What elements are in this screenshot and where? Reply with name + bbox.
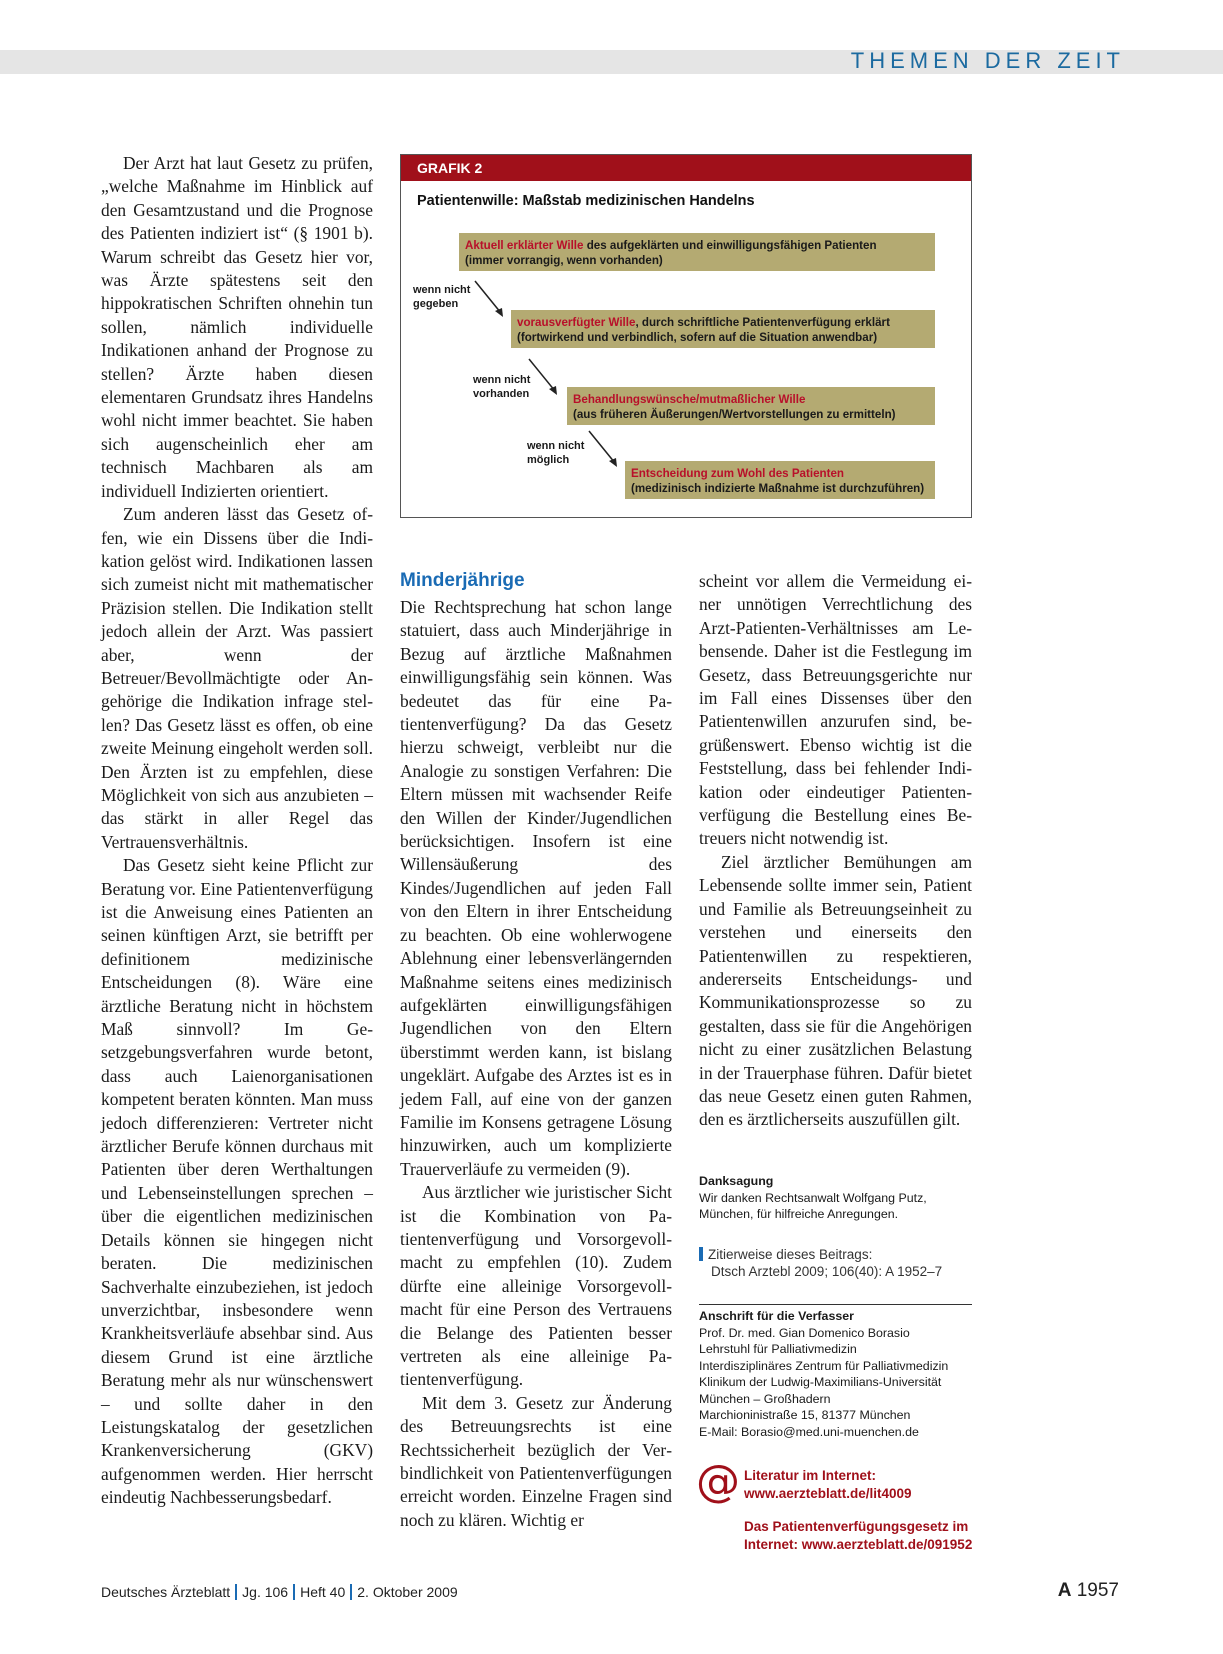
footer <box>101 1584 458 1600</box>
acknowledgement <box>699 1173 972 1223</box>
box-2-text: , durch schriftliche Patientenverfügung erklärt <box>635 316 890 329</box>
law-url[interactable]: Internet: www.aerzteblatt.de/091952 <box>744 1537 973 1552</box>
figure-box-2 <box>511 310 935 348</box>
paragraph: Das Gesetz sieht keine Pflicht zur Beratung vor. Eine Patientenverfügung ist die Anweisung eines Patienten an seinen künftigen Arzt, sie betrifft per definitionem medizinische Entscheidungen (8). Wäre eine ärztliche Beratung nicht in höchstem Maß sinnvoll? Im Gesetzgebungsverfahren wurde betont, dass auch Laienorganisationen kompetent beraten könnten. Man muss jedoch differenzieren: Vertreter nicht ärztlicher Berufe können durchaus mit Patienten über deren Werthaltungen und Lebenseinstellungen sprechen – über die eigentlichen medizinischen Details können sie hingegen nicht beraten. Die medizinischen Sachverhalte einzubeziehen, ist jedoch unverzichtbar, insbesondere wenn Krankheitsverläufe absehbar sind. Aus diesem Grund ist eine ärztliche Beratung mehr als nur wünschenswert – und sollte daher in den Leistungskatalog der gesetzlichen Krankenversicherung (GKV) aufgenommen werden. Hier herrscht eindeutig Nachbesserungsbedarf. <box>101 855 373 1508</box>
box-1-line2: (immer vorrangig, wenn vorhanden) <box>465 254 663 267</box>
acknowledgement-line: Wir danken Rechtsanwalt Wolfgang Putz, <box>699 1190 927 1205</box>
citation <box>699 1246 972 1280</box>
law-label: Das Patientenverfügungsgesetz im <box>744 1519 969 1534</box>
paragraph: scheint vor allem die Vermeidung einer unnötigen Verrechtlichung des Arzt-Patienten-Verhältnisses am Lebensende. Daher ist die Festlegung im Gesetz, dass Betreuungsgerichte nur im Fall eines Dissenses über den Patientenwillen anzurufen sind, begrüßenswert. Ebenso wichtig ist die Feststellung, dass bei fehlender Indikation oder eindeutiger Patientenverfügung die Bestellung eines Betreuers nicht notwendig ist. <box>699 571 972 849</box>
column-3 <box>699 570 972 1132</box>
figure-box-1 <box>459 233 935 271</box>
address-line: Interdisziplinäres Zentrum für Palliativmedizin <box>699 1358 949 1373</box>
law-link[interactable] <box>744 1518 972 1554</box>
figure-grafik-2 <box>400 154 972 518</box>
divider <box>699 1304 972 1305</box>
paragraph: Mit dem 3. Gesetz zur Änderung des Betreuungsrechts ist eine Rechtssicherheit bezüglich der Verbindlichkeit von Patientenverfügungen erreicht worden. Einzelne Fragen sind noch zu klären. Wichtig er <box>400 1392 672 1530</box>
address-line: Marchioninistraße 15, 81377 München <box>699 1408 911 1422</box>
citation-reference: Dtsch Arztebl 2009; 106(40): A 1952–7 <box>711 1264 943 1279</box>
box-1-text: des aufgeklärten und einwilligungsfähigen Patienten <box>583 239 877 252</box>
separator <box>235 1584 237 1600</box>
figure-box-4 <box>625 461 935 499</box>
date: 2. Oktober 2009 <box>357 1584 458 1600</box>
figure-note-2: wenn nicht vorhanden <box>473 374 531 400</box>
box-3-line2: (aus früheren Äußerungen/Wertvorstellungen zu ermitteln) <box>573 408 896 421</box>
column-2 <box>400 596 672 1532</box>
address-line: München – Großhadern <box>699 1391 831 1406</box>
arrow-icon <box>587 429 621 469</box>
address-line: Prof. Dr. med. Gian Domenico Borasio <box>699 1325 910 1340</box>
separator <box>350 1584 352 1600</box>
citation-label: Zitierweise dieses Beitrags: <box>708 1247 873 1262</box>
page-number <box>1058 1580 1119 1602</box>
citation-bar <box>699 1247 703 1261</box>
section-heading: Minderjährige <box>400 570 525 591</box>
box-1-highlight: Aktuell erklärter Wille <box>465 239 584 252</box>
paragraph: Ziel ärztlicher Bemühungen am Lebensende sollte immer sein, Patient und Familie als Betreuungseinheit zu verstehen und einerseits den Patientenwillen zu respektieren, andererseits Entscheidungs- und Kommunikationsprozesse so zu gestalten, dass sie für die Angehörigen nicht zu einer zusätzlichen Belastung in der Trauerphase führen. Dafür bietet das neue Gesetz einen guten Rahmen, den es ärztlicherseits auszufüllen gilt. <box>699 851 972 1130</box>
acknowledgement-line: München, für hilfreiche Anregungen. <box>699 1207 899 1221</box>
literature-url[interactable]: www.aerzteblatt.de/lit4009 <box>744 1486 912 1501</box>
paragraph: Zum anderen lässt das Gesetz offen, wie ein Dissens über die Indikation gelöst wird. Indikationen lassen sich zumeist nicht mit mathematischer Präzision stellen. Die Indikation stellt jedoch allein der Arzt. Was passiert aber, wenn der Betreuer/Bevollmächtigte oder Angehörige die Indikation infrage stellen? Das Gesetz lässt es offen, ob eine zweite Meinung eingeholt werden soll. Den Ärzten ist zu empfehlen, diese Möglichkeit von sich aus anzubieten – das stärkt in aller Regel das Vertrauensverhältnis. <box>101 504 373 852</box>
address-line: Lehrstuhl für Palliativmedizin <box>699 1342 857 1356</box>
paragraph: Der Arzt hat laut Gesetz zu prüfen, „welche Maßnahme im Hinblick auf den Gesamtzustand und die Prognose des Patienten indiziert ist“ (§ 1901 b). Warum schreibt das Gesetz hier vor, was Ärzte spätestens seit den hippokratischen Schriften ohnehin tun sollen, nämlich individuelle Indikationen anhand der Prognose zu stellen? Ärzte haben diesen elementaren Grundsatz ihres Handelns wohl nicht immer beachtet. Sie haben sich augenscheinlich eher am technisch Machbaren als am individuell Indizierten orientiert. <box>101 153 373 501</box>
page-prefix: A <box>1057 1580 1072 1601</box>
figure-note-3: wenn nicht möglich <box>527 440 585 466</box>
issue: Heft 40 <box>300 1584 346 1600</box>
figure-label: GRAFIK 2 <box>401 155 971 181</box>
author-address <box>699 1308 972 1440</box>
literature-label: Literatur im Internet: <box>744 1468 877 1483</box>
section-title: THEMEN DER ZEIT <box>850 48 1125 73</box>
journal-name: Deutsches Ärzteblatt <box>101 1584 231 1600</box>
box-4-line2: (medizinisch indizierte Maßnahme ist durchzuführen) <box>631 482 925 495</box>
paragraph: Aus ärztlicher wie juristischer Sicht ist die Kombination von Patientenverfügung und Vorsorgevollmacht zu empfehlen (10). Zudem dürfte eine alleinige Vorsorgevollmacht für eine Person des Vertrauens die Belange des Patienten besser vertreten als eine alleinige Patientenverfügung. <box>400 1182 672 1390</box>
arrow-icon <box>527 357 561 397</box>
address-label: Anschrift für die Verfasser <box>699 1309 854 1323</box>
column-1 <box>101 152 373 1510</box>
address-line: E-Mail: Borasio@med.uni-muenchen.de <box>699 1424 919 1439</box>
figure-note-1: wenn nicht gegeben <box>413 284 471 310</box>
at-sign-icon: @ <box>696 1456 740 1507</box>
page-number-value: 1957 <box>1076 1580 1119 1601</box>
figure-subtitle: Patientenwille: Maßstab medizinischen Handelns <box>417 193 755 209</box>
volume: Jg. 106 <box>242 1584 289 1600</box>
box-3-highlight: Behandlungswünsche/mutmaßlicher Wille <box>573 393 806 406</box>
arrow-icon <box>473 279 507 319</box>
box-2-highlight: vorausverfügter Wille <box>517 316 636 329</box>
address-line: Klinikum der Ludwig-Maximilians-Universität <box>699 1375 942 1389</box>
box-4-highlight: Entscheidung zum Wohl des Patienten <box>631 467 845 480</box>
separator <box>293 1584 295 1600</box>
box-2-line2: (fortwirkend und verbindlich, sofern auf die Situation anwendbar) <box>517 331 878 344</box>
acknowledgement-label: Danksagung <box>699 1174 774 1188</box>
literature-link[interactable] <box>744 1467 912 1503</box>
figure-box-3 <box>567 387 935 425</box>
paragraph: Die Rechtsprechung hat schon lange statuiert, dass auch Minderjährige in Bezug auf ärztliche Maßnahmen einwilligungsfähig sein können. Was bedeutet das für eine Patientenverfügung? Da das Gesetz hierzu schweigt, verbleibt nur die Analogie zu sonstigen Verfahren: Die Eltern müssen mit wachsender Reife den Willen der Kinder/Jugendlichen berücksichtigen. Insofern ist eine Willensäußerung des Kindes/Jugendlichen auf jeden Fall von den Eltern in ihrer Entscheidung zu beachten. Ob eine wohlerwogene Ablehnung einer lebensverlängernden Maßnahme seitens eines medizinisch aufgeklärten einwilligungsfähigen Jugendlichen von den Eltern überstimmt werden kann, ist bislang ungeklärt. Aufgabe des Arztes ist es in jedem Fall, auf eine von der ganzen Familie im Konsens getragene Lösung hinzuwirken, auch um komplizierte Trauerverläufe zu vermeiden (9). <box>400 597 672 1179</box>
